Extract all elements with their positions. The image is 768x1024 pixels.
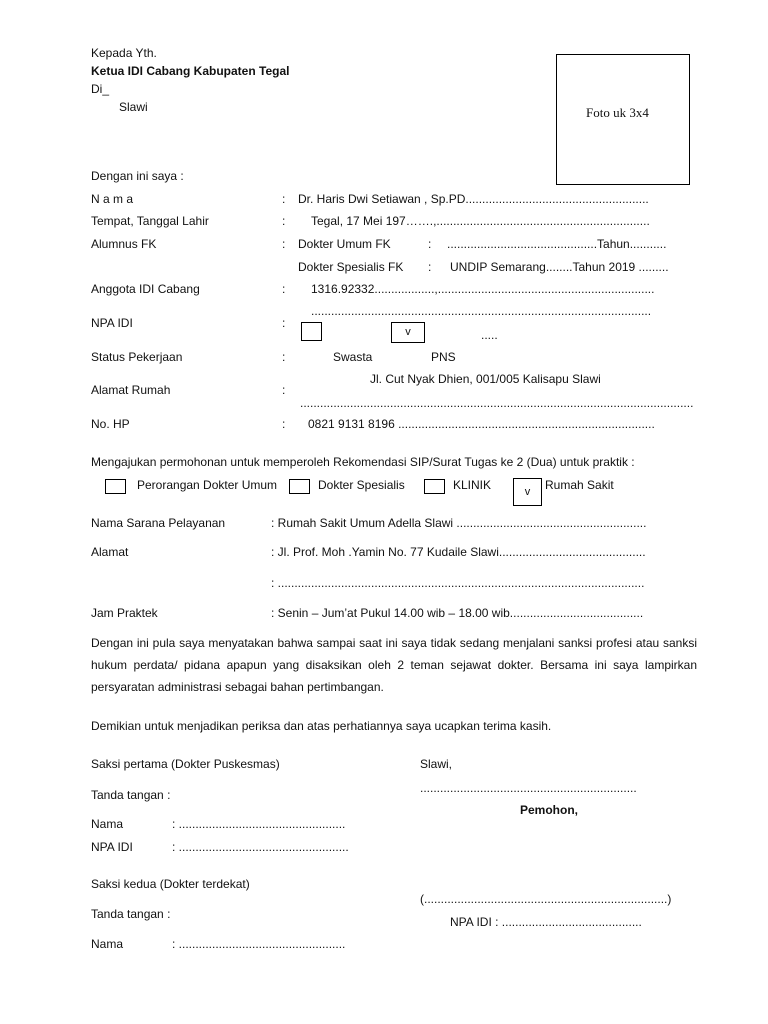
alamat-rumah-label: Alamat Rumah <box>91 383 171 397</box>
option-spesialis-label: Dokter Spesialis <box>318 478 405 492</box>
hp-value: 0821 9131 8196 ............................................................................. <box>308 417 655 431</box>
saksi1-ttd: Tanda tangan : <box>91 788 171 802</box>
option-rumah-sakit-label: Rumah Sakit <box>545 478 614 492</box>
alumnus-umum-sep: : <box>428 237 432 251</box>
anggota-value: 1316.92332..................,................................................................. <box>311 282 655 296</box>
saksi1-npa-value: : ................................................... <box>172 840 349 854</box>
sarana-alamat-value: : Jl. Prof. Moh .Yamin No. 77 Kudaile Slawi............................................ <box>271 545 646 559</box>
jam-praktek-value: : Senin – Jum’at Pukul 14.00 wib – 18.00 wib........................................ <box>271 606 644 620</box>
saksi2-title: Saksi kedua (Dokter terdekat) <box>91 877 250 891</box>
saksi2-nama-label: Nama <box>91 937 124 951</box>
status-label: Status Pekerjaan <box>91 350 183 364</box>
pemohon-name-line: (.........................................................................) <box>420 892 672 906</box>
hp-label: No. HP <box>91 417 130 431</box>
swasta-checkbox[interactable] <box>301 322 322 341</box>
sarana-nama-value: : Rumah Sakit Umum Adella Slawi ......................................................... <box>271 516 647 530</box>
option-klinik-checkbox[interactable] <box>424 479 445 494</box>
npa-label: NPA IDI <box>91 316 133 330</box>
jam-praktek-label: Jam Praktek <box>91 606 158 620</box>
anggota-value-line2: ...................................................................................................... <box>311 304 652 318</box>
status-option-swasta: Swasta <box>333 350 373 364</box>
closing-text: Demikian untuk menjadikan periksa dan atas perhatiannya saya ucapkan terima kasih. <box>91 719 552 733</box>
ttl-sep: : <box>282 214 286 228</box>
option-perorangan-checkbox[interactable] <box>105 479 126 494</box>
option-spesialis-checkbox[interactable] <box>289 479 310 494</box>
alumnus-umum-label: Dokter Umum FK <box>298 237 391 251</box>
saksi2-ttd: Tanda tangan : <box>91 907 171 921</box>
saksi1-nama-label: Nama <box>91 817 124 831</box>
saksi2-nama-value: : .................................................. <box>172 937 346 951</box>
pemohon-place: Slawi, <box>420 757 453 771</box>
pemohon-npa: NPA IDI : .......................................... <box>450 915 642 929</box>
ttl-value: Tegal, 17 Mei 197…….,................................................................ <box>311 214 650 228</box>
option-rumah-sakit-checkbox[interactable]: v <box>513 478 542 506</box>
status-option-pns: PNS <box>431 350 456 364</box>
alamat-rumah-sep: : <box>282 383 286 397</box>
alamat-rumah-dots: ...................................................................................................................... <box>300 396 694 410</box>
option-klinik-label: KLINIK <box>453 478 492 492</box>
nama-label: N a m a <box>91 192 134 206</box>
pemohon-date-dots: ................................................................. <box>420 781 637 795</box>
status-sep: : <box>282 350 286 364</box>
sarana-nama-label: Nama Sarana Pelayanan <box>91 516 226 530</box>
recipient-city: Slawi <box>119 100 148 114</box>
npa-sep: : <box>282 316 286 330</box>
alumnus-label: Alumnus FK <box>91 237 157 251</box>
alumnus-umum-value: .............................................Tahun........... <box>447 237 667 251</box>
option-perorangan-label: Perorangan Dokter Umum <box>137 478 278 492</box>
saksi1-nama-value: : .................................................. <box>172 817 346 831</box>
nama-value: Dr. Haris Dwi Setiawan , Sp.PD....................................................... <box>298 192 649 206</box>
anggota-label: Anggota IDI Cabang <box>91 282 200 296</box>
photo-label: Foto uk 3x4 <box>586 105 649 120</box>
ttl-label: Tempat, Tanggal Lahir <box>91 214 209 228</box>
alumnus-spesialis-value: UNDIP Semarang........Tahun 2019 ......... <box>450 260 669 274</box>
alumnus-sep: : <box>282 237 286 251</box>
sarana-alamat-value-line2: : .............................................................................................................. <box>271 576 645 590</box>
anggota-sep: : <box>282 282 286 296</box>
di-label: Di_ <box>91 82 110 96</box>
hp-sep: : <box>282 417 286 431</box>
alumnus-spesialis-sep: : <box>428 260 432 274</box>
saksi1-title: Saksi pertama (Dokter Puskesmas) <box>91 757 280 771</box>
intro-text: Dengan ini saya : <box>91 169 184 183</box>
salutation: Kepada Yth. <box>91 46 157 60</box>
alumnus-spesialis-label: Dokter Spesialis FK <box>298 260 404 274</box>
request-text: Mengajukan permohonan untuk memperoleh Rekomendasi SIP/Surat Tugas ke 2 (Dua) untuk praktik : <box>91 455 635 469</box>
saksi1-npa-label: NPA IDI <box>91 840 133 854</box>
pns-checkbox[interactable]: v <box>391 322 425 343</box>
npa-dots: ..... <box>481 328 498 342</box>
statement-paragraph: Dengan ini pula saya menyatakan bahwa sampai saat ini saya tidak sedang menjalani sanksi profesi atau sanksi hukum perdata/ pidana apapun yang disaksikan oleh 2 teman sejawat dokter. Bersama ini saya lampirkan persyaratan administrasi sebagai bahan pertimbangan. <box>91 636 697 694</box>
pemohon-title: Pemohon, <box>520 803 579 817</box>
recipient: Ketua IDI Cabang Kabupaten Tegal <box>91 64 290 78</box>
sarana-alamat-label: Alamat <box>91 545 129 559</box>
alamat-rumah-value: Jl. Cut Nyak Dhien, 001/005 Kalisapu Slawi <box>370 372 601 386</box>
photo-placeholder <box>556 54 690 185</box>
nama-sep: : <box>282 192 286 206</box>
